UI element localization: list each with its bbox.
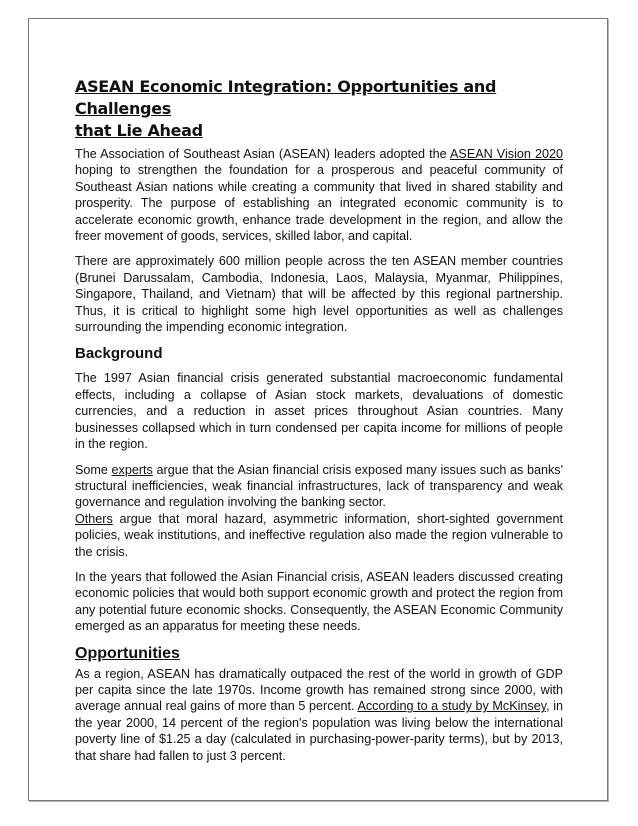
aec-paragraph: In the years that followed the Asian Financial crisis, ASEAN leaders discussed creating economic policies that would both support economic growth and protect the region from any potential future economic shocks. Consequently, the ASEAN Economic Community emerged as an apparatus for meeting these needs. xyxy=(75,569,563,634)
intro-text-start: The Association of Southeast Asian (ASEAN) leaders adopted the xyxy=(75,147,451,161)
title-line-2: that Lie Ahead xyxy=(75,121,203,140)
background-heading: Background xyxy=(75,345,163,363)
opportunities-heading: Opportunities xyxy=(75,644,180,662)
asean-vision-2020-link[interactable]: ASEAN Vision 2020 xyxy=(450,147,563,161)
growth-text-end: , in the year 2000, 14 percent of the region's population was living below the international poverty line of $1.25 a day (calculated in purchasing-power-parity terms), but by 2013, that share had fallen to just 3 percent. xyxy=(75,699,563,763)
intro-text-end: hoping to strengthen the foundation for a prosperous and peaceful community of Southeast Asian nations while creating a community that lived in shared stability and prosperity. The purpose of establishing an integrated economic community is to accelerate economic growth, enhance trade development in the region, and allow the freer movement of goods, services, skilled labor, and capital. xyxy=(75,163,563,244)
growth-paragraph xyxy=(75,666,563,764)
intro-paragraph xyxy=(75,146,563,244)
document-body xyxy=(75,76,563,773)
crisis-paragraph: The 1997 Asian financial crisis generated substantial macroeconomic fundamental effects, including a collapse of Asian stock markets, devaluations of domestic currencies, and a reduction in asset prices throughout Asian countries. Many businesses collapsed which in turn condensed per capita income for millions of people in the region. xyxy=(75,371,563,452)
others-text: argue that moral hazard, asymmetric information, short-sighted government policies, weak institutions, and ineffective regulation also made the region vulnerable to the crisis. xyxy=(75,511,563,559)
others-link[interactable]: Others xyxy=(75,511,113,526)
growth-text-start: As a region, ASEAN has dramatically outpaced the rest of the world in growth of GDP per capita since the late 1970s. Income growth has remained strong since 2000, with average annual real gains of more than 5 percent. xyxy=(75,666,563,714)
others-paragraph xyxy=(75,511,563,560)
population-paragraph: There are approximately 600 million people across the ten ASEAN member countries (Brunei Darussalam, Cambodia, Indonesia, Laos, Malaysia, Myanmar, Philippines, Singapore, Thailand, and Vietnam) that will be affected by this regional partnership. Thus, it is critical to highlight some high level opportunities as well as challenges surrounding the impending economic integration. xyxy=(75,254,563,335)
title-line-1: ASEAN Economic Integration: Opportunities and Challenges xyxy=(75,77,497,118)
document-title xyxy=(75,76,563,142)
mckinsey-study-link[interactable]: According to a study by McKinsey xyxy=(357,699,547,714)
experts-text-end: argue that the Asian financial crisis exposed many issues such as banks' structural inefficiencies, weak financial infrastructures, lack of transparency and weak governance and regulation involving the banking sector. xyxy=(75,462,563,510)
experts-link[interactable]: experts xyxy=(111,462,153,477)
experts-text-start: Some xyxy=(75,462,112,477)
experts-paragraph xyxy=(75,462,563,511)
